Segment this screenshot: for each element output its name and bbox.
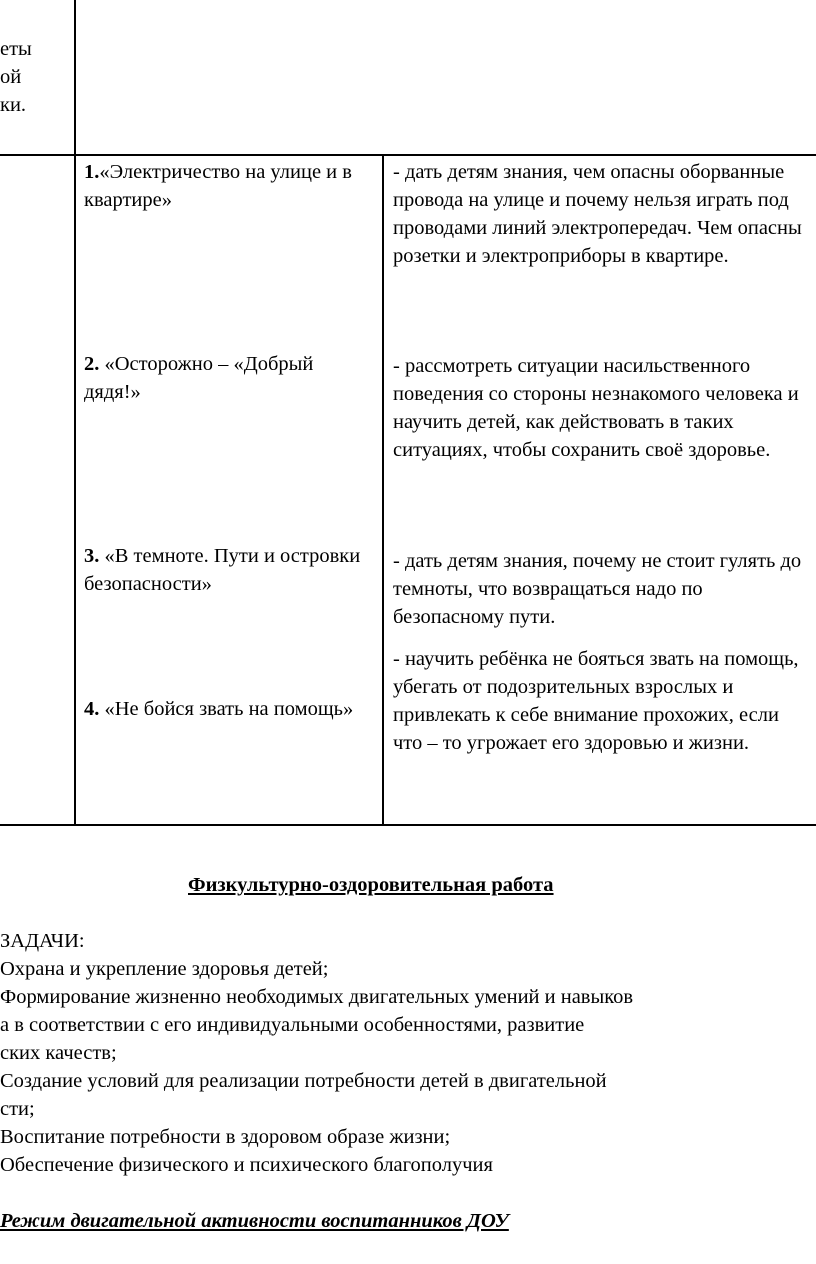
- section-title-motor-activity: Режим двигательной активности воспитанников ДОУ: [0, 1210, 509, 1232]
- section-title-physical: Физкультурно-оздоровительная работа: [188, 874, 554, 896]
- topic-2-number: 2.: [84, 353, 100, 375]
- topic-3-number: 3.: [84, 545, 100, 567]
- top-cell-text-2: ой: [0, 66, 22, 88]
- goal-4: - научить ребёнка не бояться звать на помощь, убегать от подозрительных взрослых и привлекать к себе внимание прохожих, если что – то угрожает его здоровью и жизни.: [393, 648, 799, 754]
- topic-1-title: «Электричество на улице и в квартире»: [84, 161, 352, 211]
- topic-2: [84, 350, 374, 406]
- task-line-3: а в соответствии с его индивидуальными особенностями, развитие: [0, 1014, 585, 1036]
- task-line-1: Охрана и укрепление здоровья детей;: [0, 958, 329, 980]
- topic-4: [84, 695, 374, 723]
- top-cell-text-1: еты: [0, 38, 32, 60]
- topic-4-title: «Не бойся звать на помощь»: [99, 698, 354, 720]
- topic-4-number: 4.: [84, 698, 100, 720]
- topic-1: [84, 158, 374, 214]
- goal-1: - дать детям знания, чем опасны оборванные провода на улице и почему нельзя играть под проводами линий электропередач. Чем опасны розетки и электроприборы в квартире.: [393, 161, 802, 267]
- task-line-2: Формирование жизненно необходимых двигательных умений и навыков: [0, 986, 634, 1008]
- tasks-label: ЗАДАЧИ:: [0, 930, 85, 952]
- task-line-7: Воспитание потребности в здоровом образе жизни;: [0, 1126, 451, 1148]
- task-line-6: сти;: [0, 1098, 35, 1120]
- task-line-8: Обеспечение физического и психического благополучия: [0, 1154, 493, 1176]
- topic-1-number: 1.: [84, 161, 100, 183]
- table-border-mid-top: [0, 154, 816, 156]
- table-border-divider: [382, 154, 384, 825]
- table-border-bottom: [0, 824, 816, 826]
- goal-2: - рассмотреть ситуации насильственного поведения со стороны незнакомого человека и научить детей, как действовать в таких ситуациях, чтобы сохранить своё здоровье.: [393, 355, 799, 461]
- topic-3: [84, 542, 374, 598]
- task-line-5: Создание условий для реализации потребности детей в двигательной: [0, 1070, 607, 1092]
- table-border-left: [74, 0, 76, 825]
- task-line-4: ских качеств;: [0, 1042, 117, 1064]
- topic-2-title: «Осторожно – «Добрый дядя!»: [84, 353, 314, 403]
- topic-3-title: «В темноте. Пути и островки безопасности»: [84, 545, 361, 595]
- top-cell-text-3: ки.: [0, 94, 27, 116]
- goal-3: - дать детям знания, почему не стоит гулять до темноты, что возвращаться надо по безопасному пути.: [393, 550, 802, 628]
